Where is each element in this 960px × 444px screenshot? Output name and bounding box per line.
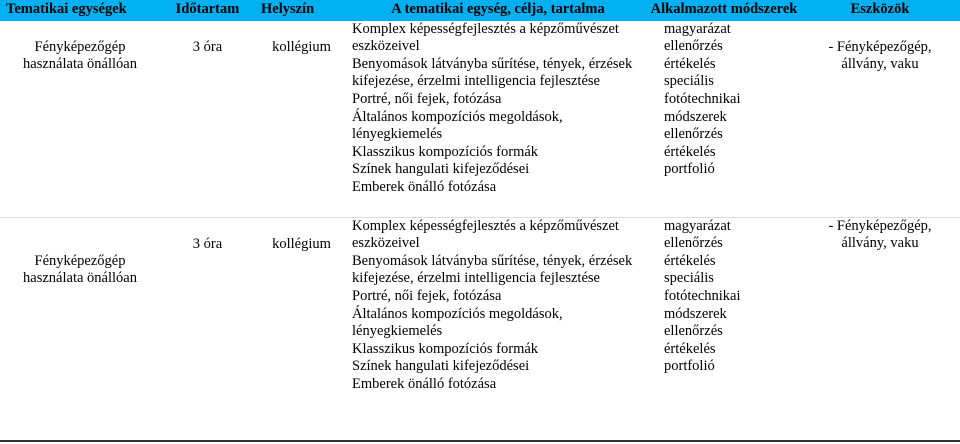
header-units: Tematikai egységek: [0, 0, 160, 20]
content-line: Komplex képességfejlesztés a képzőművészet: [352, 217, 619, 234]
tool-line: - Fényképezőgép,: [828, 38, 932, 55]
content-line: Általános kompozíciós megoldások,: [352, 108, 563, 125]
header-location: Helyszín: [255, 0, 348, 20]
table-row: [0, 217, 960, 393]
content-line: Általános kompozíciós megoldások,: [352, 305, 563, 322]
content-cell: [348, 217, 648, 393]
tools-cell: [800, 20, 960, 197]
header-row: [0, 0, 960, 20]
method-line: fotótechnikai: [664, 287, 741, 304]
content-line: Portré, női fejek, fotózása: [352, 90, 502, 107]
content-line: kifejezése, érzelmi intelligencia fejlesztése: [352, 270, 600, 287]
methods-cell: [648, 20, 800, 197]
content-cell: [348, 20, 648, 197]
content-line: lényegkiemelés: [352, 323, 443, 340]
content-line: kifejezése, érzelmi intelligencia fejlesztése: [352, 73, 600, 90]
method-line: fotótechnikai: [664, 90, 741, 107]
method-line: módszerek: [664, 108, 727, 125]
row-spacer: [0, 197, 960, 218]
header-duration: Időtartam: [160, 0, 255, 20]
content-line: Klasszikus kompozíciós formák: [352, 143, 539, 160]
tool-line: állvány, vaku: [841, 235, 919, 252]
bottom-rule: [0, 440, 960, 442]
tool-line: állvány, vaku: [841, 56, 919, 73]
method-line: értékelés: [664, 252, 716, 269]
unit-line: használata önállóan: [23, 56, 137, 73]
methods-cell: [648, 217, 800, 393]
location-cell: kollégium: [272, 38, 331, 55]
content-line: Benyomások látványba sűrítése, tények, érzések: [352, 252, 633, 269]
method-line: magyarázat: [664, 217, 731, 234]
header-methods: [648, 0, 800, 20]
unit-line: Fényképezőgép: [34, 38, 126, 55]
method-line: magyarázat: [664, 20, 731, 37]
content-line: Színek hangulati kifejeződései: [352, 161, 530, 178]
method-line: speciális: [664, 73, 714, 90]
method-line: speciális: [664, 270, 714, 287]
location-cell: kollégium: [255, 217, 348, 393]
content-line: eszközeivel: [352, 38, 420, 55]
header-tools: Eszközök: [800, 0, 960, 20]
content-line: Portré, női fejek, fotózása: [352, 287, 502, 304]
content-line: Emberek önálló fotózása: [352, 178, 497, 195]
header-content: A tematikai egység, célja, tartalma: [348, 0, 648, 20]
unit-cell: [0, 217, 160, 393]
method-line: módszerek: [664, 305, 727, 322]
method-line: portfolió: [664, 358, 715, 375]
content-line: Benyomások látványba sűrítése, tények, érzések: [352, 55, 633, 72]
method-line: ellenőrzés: [664, 323, 723, 340]
content-line: lényegkiemelés: [352, 126, 443, 143]
unit-line: használata önállóan: [23, 270, 137, 287]
tool-line: - Fényképezőgép,: [828, 217, 932, 234]
method-line: értékelés: [664, 143, 716, 160]
table-row: [0, 20, 960, 197]
unit-line: Fényképezőgép: [34, 252, 126, 269]
content-line: Klasszikus kompozíciós formák: [352, 340, 539, 357]
content-line: Színek hangulati kifejeződései: [352, 358, 530, 375]
content-line: eszközeivel: [352, 235, 420, 252]
method-line: ellenőrzés: [664, 235, 723, 252]
duration-cell: 3 óra: [160, 217, 255, 393]
unit-cell: [0, 20, 160, 197]
tools-cell: [800, 217, 960, 393]
method-line: portfolió: [664, 161, 715, 178]
header-methods-label: Alkalmazott módszerek: [650, 1, 798, 17]
method-line: értékelés: [664, 55, 716, 72]
content-line: Emberek önálló fotózása: [352, 375, 497, 392]
method-line: ellenőrzés: [664, 126, 723, 143]
duration-cell: 3 óra: [192, 38, 223, 55]
content-line: Komplex képességfejlesztés a képzőművészet: [352, 20, 619, 37]
method-line: értékelés: [664, 340, 716, 357]
method-line: ellenőrzés: [664, 38, 723, 55]
